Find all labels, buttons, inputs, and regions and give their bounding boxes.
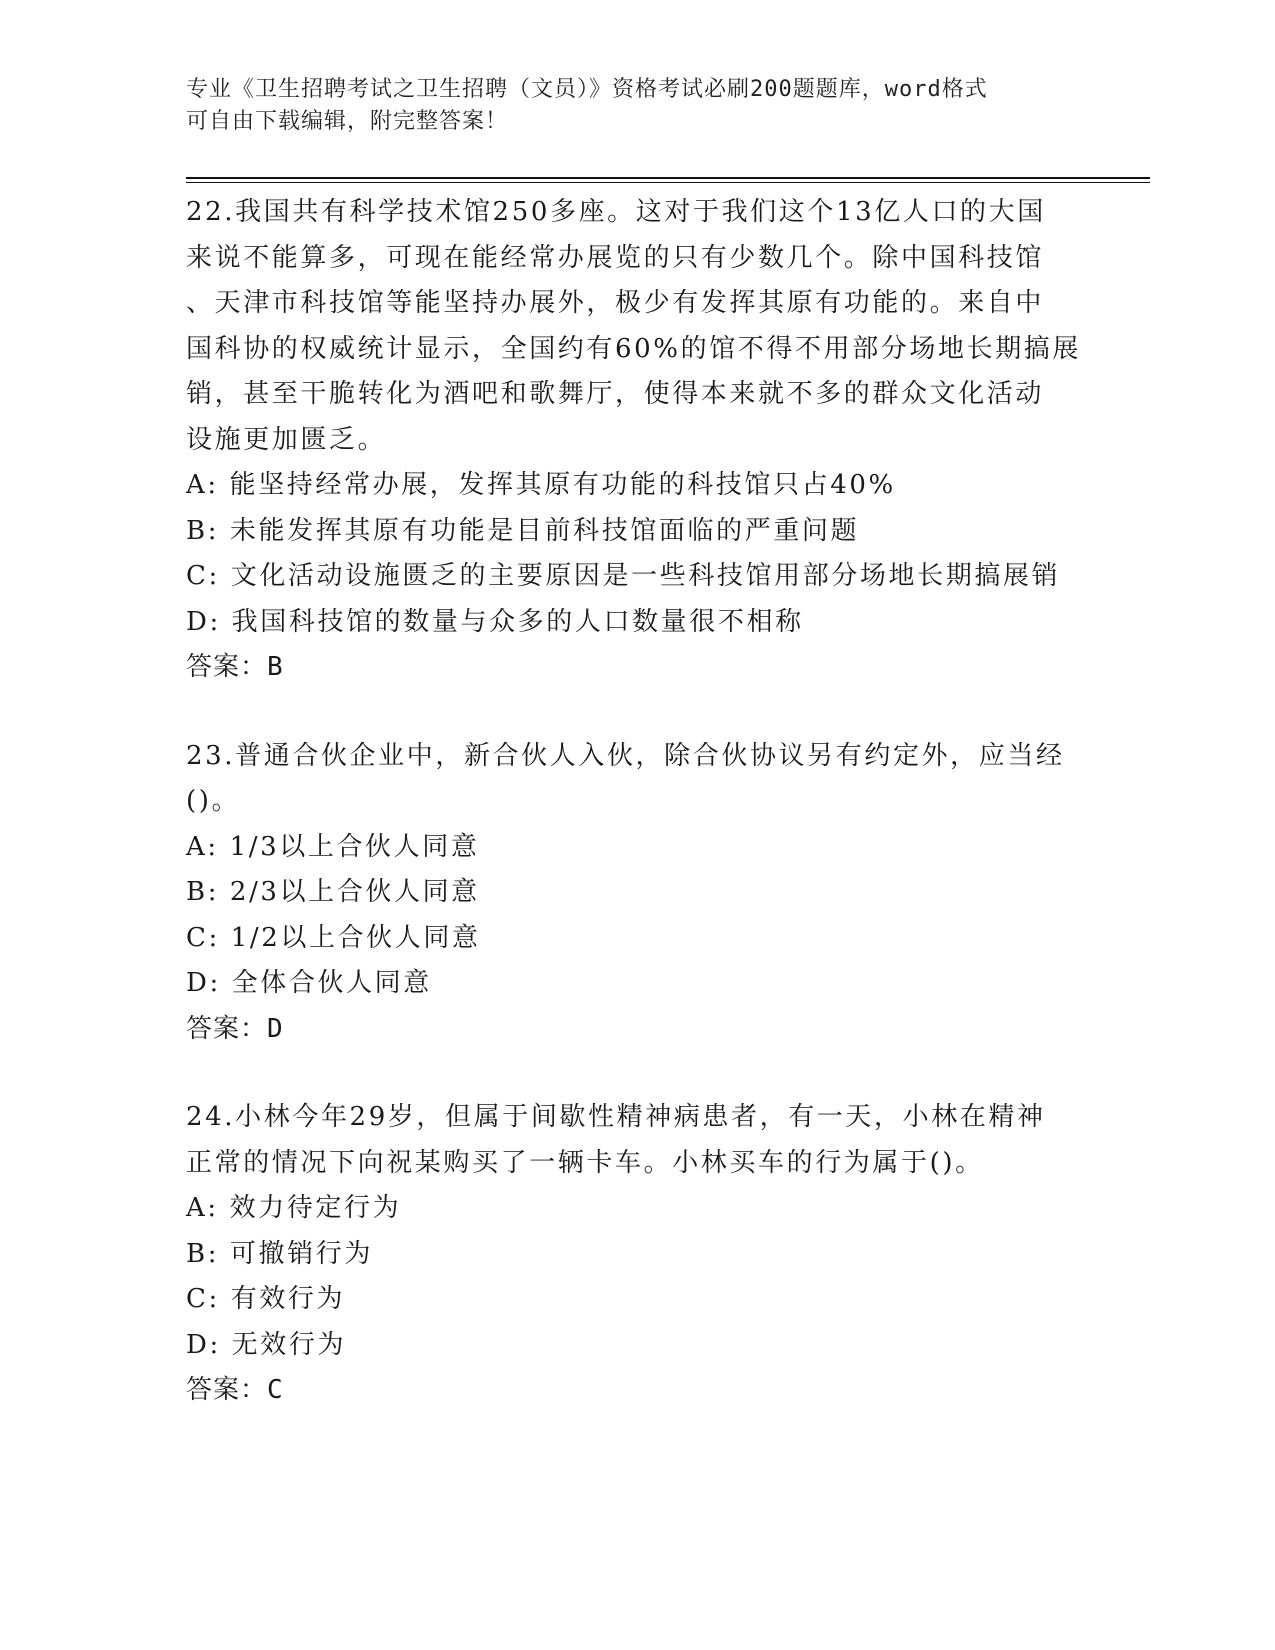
question-list [186,190,1086,1414]
stem-line: 24.小林今年29岁，但属于间歇性精神病患者，有一天，小林在精神 [186,1102,1046,1132]
option-a: A: 能坚持经常办展，发挥其原有功能的科技馆只占40% [186,470,896,500]
stem-line: 来说不能算多，可现在能经常办展览的只有少数几个。除中国科技馆 [186,242,1045,273]
option-a: A: 效力待定行为 [186,1193,402,1223]
stem-line: ()。 [186,786,241,816]
question-23 [186,734,1086,1053]
option-c: C: 1/2以上合伙人同意 [186,922,481,953]
answer: 答案：B [186,652,284,682]
header-line-1: 专业《卫生招聘考试之卫生招聘（文员）》资格考试必刷200题题库，word格式 [186,77,988,102]
stem-line: 23.普通合伙企业中，新合伙人入伙，除合伙协议另有约定外，应当经 [186,740,1065,771]
option-d: D: 无效行为 [186,1329,347,1360]
answer: 答案：C [186,1375,284,1405]
option-c: C: 有效行为 [186,1284,346,1314]
document-header [186,74,1086,138]
stem-line: 设施更加匮乏。 [186,424,387,455]
stem-line: 国科协的权威统计显示，全国约有60%的馆不得不用部分场地长期搞展 [186,333,1081,364]
stem-line: 正常的情况下向祝某购买了一辆卡车。小林买车的行为属于()。 [186,1147,984,1178]
question-stem [186,190,1086,463]
question-spacer [186,1052,1086,1095]
option-c: C: 文化活动设施匮乏的主要原因是一些科技馆用部分场地长期搞展销 [186,561,1061,591]
option-a: A: 1/3以上合伙人同意 [186,831,480,862]
question-22 [186,190,1086,691]
option-b: B: 2/3以上合伙人同意 [186,877,480,907]
option-b: B: 未能发挥其原有功能是目前科技馆面临的严重问题 [186,515,860,546]
option-d: D: 全体合伙人同意 [186,968,432,998]
stem-line: 、天津市科技馆等能坚持办展外，极少有发挥其原有功能的。来自中 [186,288,1045,318]
option-d: D: 我国科技馆的数量与众多的人口数量很不相称 [186,606,804,637]
header-line-2: 可自由下载编辑，附完整答案！ [186,109,509,134]
header-divider-thin [186,182,1150,183]
question-stem [186,734,1086,825]
answer: 答案：D [186,1013,284,1044]
question-stem [186,1095,1086,1186]
stem-line: 销，甚至干脆转化为酒吧和歌舞厅，使得本来就不多的群众文化活动 [186,379,1045,409]
question-spacer [186,691,1086,734]
question-24 [186,1095,1086,1414]
option-b: B: 可撤销行为 [186,1238,373,1269]
stem-line: 22.我国共有科学技术馆250多座。这对于我们这个13亿人口的大国 [186,197,1046,227]
header-divider-thick [186,177,1150,179]
